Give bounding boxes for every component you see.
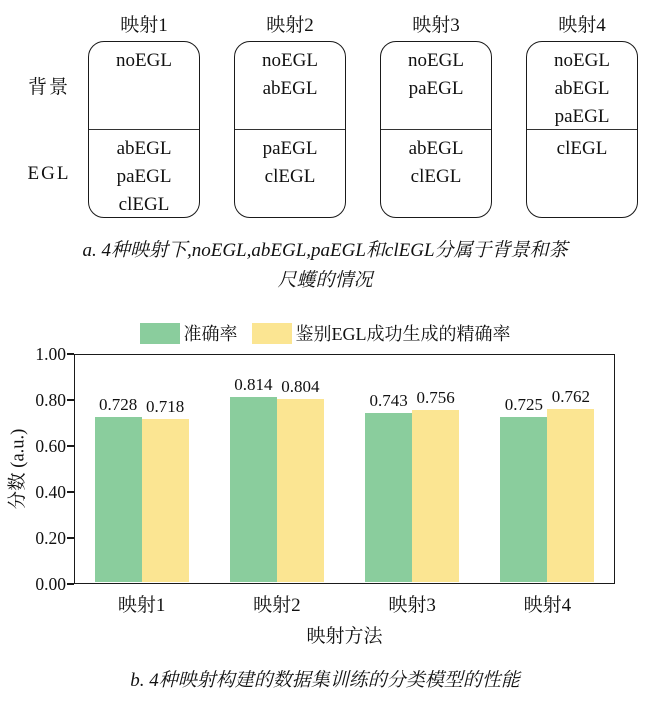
- class-label: abEGL: [262, 78, 318, 99]
- y-tick-mark: [67, 537, 74, 539]
- class-label: clEGL: [556, 137, 608, 159]
- x-tick-label: 映射2: [253, 595, 301, 616]
- class-label: noEGL: [408, 50, 464, 71]
- y-tick-label: 1.00: [35, 344, 66, 364]
- x-tick-label: 映射1: [117, 595, 166, 616]
- class-label: noEGL: [116, 50, 172, 71]
- legend-swatch: [252, 323, 292, 344]
- class-label: abEGL: [408, 137, 464, 159]
- egl-section: [89, 130, 199, 218]
- background-section: [381, 42, 491, 130]
- background-section: [235, 42, 345, 130]
- mapping-title: 映射3: [412, 15, 460, 36]
- background-section: [89, 42, 199, 130]
- mapping-1: [88, 8, 200, 218]
- y-axis-title-cell: [2, 354, 30, 584]
- class-label: paEGL: [116, 165, 172, 187]
- mapping-box: [380, 41, 492, 218]
- mapping-2: [234, 8, 346, 218]
- caption-a-line2: 尺蠖的情况: [277, 270, 373, 291]
- legend-label: 准确率: [183, 324, 238, 344]
- y-tick-mark: [67, 491, 74, 493]
- bar-准确率-映射2: [230, 397, 277, 583]
- y-tick-label: 0.00: [35, 574, 66, 594]
- x-tick-label: 映射3: [388, 595, 436, 616]
- bar-value-label: 0.804: [281, 377, 320, 397]
- caption-a-line1: a. 4种映射下,noEGL,abEGL,paEGL和clEGL分属于背景和茶: [82, 240, 568, 261]
- bar-chart: [0, 344, 650, 647]
- bar-准确率-映射4: [500, 417, 547, 582]
- class-label: noEGL: [262, 50, 318, 71]
- bar-value-label: 0.718: [146, 396, 185, 416]
- y-tick-mark: [67, 399, 74, 401]
- y-tick-mark: [67, 583, 74, 585]
- bar-value-label: 0.756: [416, 388, 455, 408]
- mapping-4: [526, 8, 638, 218]
- bar-鉴别EGL成功生成的精确率-映射2: [277, 399, 324, 582]
- class-label: paEGL: [554, 106, 610, 127]
- bar-准确率-映射1: [95, 417, 142, 583]
- bar-准确率-映射3: [365, 413, 412, 582]
- y-tick-label: 0.20: [35, 528, 66, 548]
- y-tick-label: 0.80: [35, 390, 66, 410]
- panel-a-diagram: [10, 8, 640, 218]
- mapping-title: 映射4: [558, 15, 606, 36]
- x-axis-title: 映射方法: [306, 626, 383, 647]
- egl-section: [235, 130, 345, 218]
- y-tick-mark: [67, 353, 74, 355]
- mapping-box: [88, 41, 200, 218]
- mapping-box: [526, 41, 638, 218]
- egl-section: [527, 130, 637, 218]
- x-tick-label: 映射4: [523, 595, 572, 616]
- mapping-title: 映射1: [120, 15, 168, 36]
- legend-entry: [140, 320, 238, 346]
- class-label: noEGL: [554, 50, 610, 71]
- bar-value-label: 0.728: [99, 394, 138, 414]
- bar-鉴别EGL成功生成的精确率-映射1: [142, 419, 189, 583]
- class-label: abEGL: [116, 137, 172, 159]
- caption-a: [0, 236, 650, 296]
- mapping-box: [234, 41, 346, 218]
- row-label-egl: EGL: [27, 162, 71, 184]
- egl-section: [381, 130, 491, 218]
- bar-鉴别EGL成功生成的精确率-映射4: [547, 409, 594, 583]
- legend-label: 鉴别EGL成功生成的精确率: [295, 324, 511, 344]
- row-labels-column: [10, 8, 88, 218]
- y-axis-title: 分数 (a.u.): [8, 428, 29, 510]
- legend-swatch: [140, 323, 180, 344]
- class-label: clEGL: [264, 165, 316, 187]
- class-label: paEGL: [408, 78, 464, 99]
- y-tick-label: 0.60: [35, 436, 66, 456]
- mapping-title: 映射2: [266, 15, 314, 36]
- y-tick-label: 0.40: [35, 482, 66, 502]
- caption-b: b. 4种映射构建的数据集训练的分类模型的性能: [130, 670, 520, 691]
- row-label-background: 背景: [27, 76, 70, 98]
- mapping-3: [380, 8, 492, 218]
- class-label: abEGL: [554, 78, 610, 99]
- y-tick-mark: [67, 445, 74, 447]
- legend-entry: [252, 320, 511, 346]
- bar-value-label: 0.743: [369, 391, 408, 411]
- class-label: clEGL: [410, 165, 462, 187]
- bar-value-label: 0.762: [551, 386, 590, 406]
- background-section: [527, 42, 637, 130]
- class-label: paEGL: [262, 137, 318, 159]
- chart-legend: [0, 320, 650, 346]
- class-label: clEGL: [118, 193, 170, 215]
- bar-鉴别EGL成功生成的精确率-映射3: [412, 410, 459, 582]
- mapping-columns: [88, 8, 638, 218]
- bar-value-label: 0.814: [234, 374, 273, 394]
- bar-value-label: 0.725: [504, 395, 543, 415]
